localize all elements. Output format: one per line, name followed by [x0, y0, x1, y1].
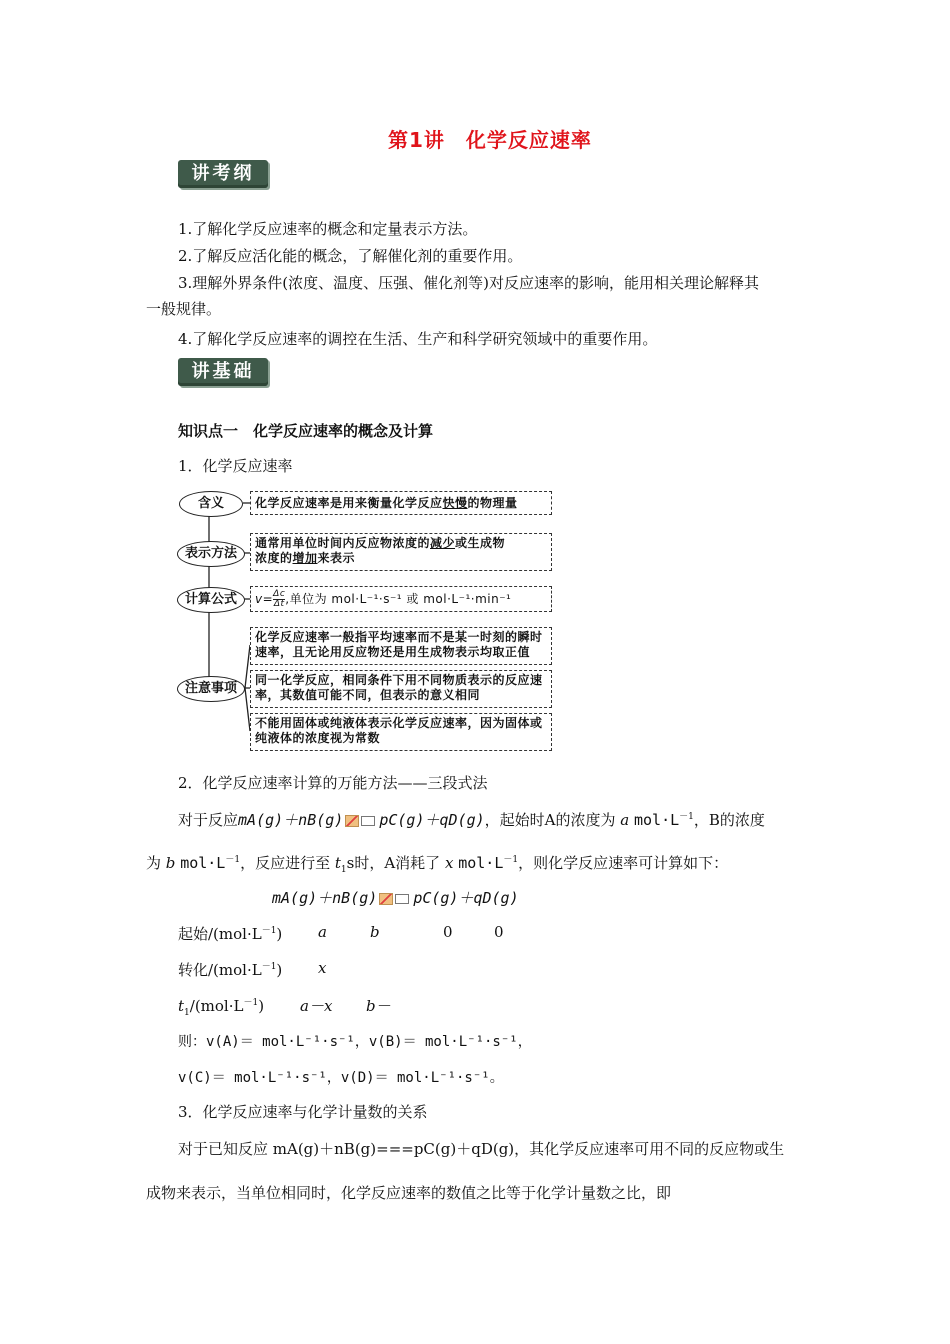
formula-v: v= — [255, 592, 274, 606]
badge-jichu: 讲基础 — [178, 358, 268, 386]
para2-b5: t — [334, 854, 341, 872]
formula-numerator: Δc — [273, 589, 286, 599]
eq-center-left: mA(g)＋nB(g) — [272, 889, 378, 907]
section-1-heading: 1．化学反应速率 — [178, 457, 293, 475]
equilibrium-arrow-icon-2 — [379, 893, 411, 905]
center-equation — [272, 887, 519, 908]
box-method-ul2: 增加 — [292, 551, 318, 565]
then-line-1: 则：v(A)＝ mol·L⁻¹·s⁻¹，v(B)＝ mol·L⁻¹·s⁻¹， — [178, 1034, 532, 1050]
para2-a3: a — [620, 811, 630, 829]
row-start-c: 0 — [443, 923, 453, 941]
page-title: 第1讲 化学反应速率 — [388, 128, 592, 152]
node-formula: 计算公式 — [177, 587, 245, 613]
row-change-label-text: 转化/(mol·L — [178, 961, 262, 979]
box-method-ul1: 减少 — [430, 536, 456, 550]
objective-1: 1.了解化学反应速率的概念和定量表示方法。 — [178, 220, 478, 238]
para2-b1: 为 — [146, 854, 162, 872]
para2-a2: ，起始时A的浓度为 — [484, 811, 616, 829]
box-method-4: 来表示 — [317, 551, 356, 565]
para2-b6: s时，A消耗了 — [346, 854, 441, 872]
para2-line2: 为 b $mol\cdot L^{-1}$，反应进行至 $t_1s$时，A消耗了 x $mol\cdot L^{-1}$，则化学反应速率可计算如下： — [146, 854, 729, 875]
row-start-label-text: 起始/(mol·L — [178, 925, 262, 943]
row-start-d: 0 — [494, 923, 504, 941]
row-t-a: a－x — [300, 997, 333, 1015]
box-meaning-pre: 化学反应速率是用来衡量化学反应 — [255, 496, 443, 510]
para2-b8: mol·L — [458, 854, 504, 872]
para2-eq-left: mA(g)＋nB(g) — [238, 811, 344, 829]
para2-b7: x — [444, 854, 454, 872]
objective-3: 3.理解外界条件(浓度、温度、压强、催化剂等)对反应速率的影响，能用相关理论解释其 — [178, 274, 760, 292]
para2-b4: ，反应进行至 — [240, 854, 331, 872]
para2-line1: 对于反应mA(g)＋nB(g) pC(g)＋qD(g)，起始时A的浓度为 a $mol\cdot L^{-1}$，B的浓度 — [178, 811, 765, 829]
para3-line1: 对于已知反应 mA(g)＋nB(g)===pC(g)＋qD(g)，其化学反应速率可用不同的反应物或生 — [178, 1140, 785, 1158]
para2-a4: mol·L — [634, 811, 680, 829]
badge-kaogang: 讲考纲 — [178, 160, 268, 188]
box-note-3: 不能用固体或纯液体表示化学反应速率，因为固体或纯液体的浓度视为常数 — [250, 713, 552, 751]
section-3-heading: 3．化学反应速率与化学计量数的关系 — [178, 1103, 428, 1121]
node-meaning: 含义 — [179, 491, 243, 517]
row-t-b: b－ — [366, 997, 391, 1015]
knowledge-point-heading: 知识点一 化学反应速率的概念及计算 — [178, 422, 434, 440]
box-method-1: 通常用单位时间内反应物浓度的 — [255, 536, 431, 550]
row-change-x: x — [318, 959, 327, 977]
para2-b3: mol·L — [180, 854, 226, 872]
row-t-label: $t_1/(mol\cdot L^{-1})$ — [178, 997, 265, 1018]
row-start-label: 起始$/(mol\cdot L^{-1})$ — [178, 925, 283, 943]
objective-4: 4.了解化学反应速率的调控在生活、生产和科学研究领域中的重要作用。 — [178, 330, 658, 348]
box-method-2: 或生成物 — [455, 536, 506, 550]
para3-line2: 成物来表示，当单位相同时，化学反应速率的数值之比等于化学计量数之比，即 — [146, 1184, 672, 1202]
formula-denominator: Δt — [273, 599, 285, 609]
equilibrium-arrow-icon — [345, 815, 377, 827]
box-meaning — [250, 491, 552, 515]
box-note-2: 同一化学反应，相同条件下用不同物质表示的反应速率，其数值可能不同，但表示的意义相同 — [250, 670, 552, 708]
para2-b9: ，则化学反应速率可计算如下： — [518, 854, 729, 872]
box-meaning-post: 的物理量 — [467, 496, 518, 510]
para2-eq-right: pC(g)＋qD(g) — [379, 811, 485, 829]
para2-a5: ，B的浓度 — [693, 811, 765, 829]
row-start-a: a — [318, 923, 327, 941]
objective-3-cont: 一般规律。 — [146, 300, 222, 318]
row-t-label-text: /(mol·L — [189, 997, 244, 1015]
box-note-1: 化学反应速率一般指平均速率而不是某一时刻的瞬时速率，且无论用反应物还是用生成物表示均取正值 — [250, 627, 552, 665]
formula-text: ,单位为 mol·L⁻¹·s⁻¹ 或 mol·L⁻¹·min⁻¹ — [285, 592, 512, 606]
node-method: 表示方法 — [177, 541, 245, 567]
node-notes: 注意事项 — [177, 676, 245, 702]
eq-center-right: pC(g)＋qD(g) — [413, 889, 519, 907]
box-method-3: 浓度的 — [255, 551, 293, 565]
row-start-b: b — [370, 923, 380, 941]
objective-2: 2.了解反应活化能的概念，了解催化剂的重要作用。 — [178, 247, 523, 265]
box-method — [250, 533, 552, 571]
box-meaning-ul: 快慢 — [442, 496, 468, 510]
concept-diagram — [175, 488, 555, 754]
para2-a1: 对于反应 — [178, 811, 239, 829]
para2-b2: b — [165, 854, 176, 872]
box-formula — [250, 586, 552, 612]
then-line-2: v(C)＝ mol·L⁻¹·s⁻¹，v(D)＝ mol·L⁻¹·s⁻¹。 — [178, 1070, 504, 1086]
row-change-label: 转化$/(mol\cdot L^{-1})$ — [178, 961, 283, 979]
formula-fraction — [273, 590, 285, 609]
section-2-heading: 2．化学反应速率计算的万能方法——三段式法 — [178, 774, 488, 792]
